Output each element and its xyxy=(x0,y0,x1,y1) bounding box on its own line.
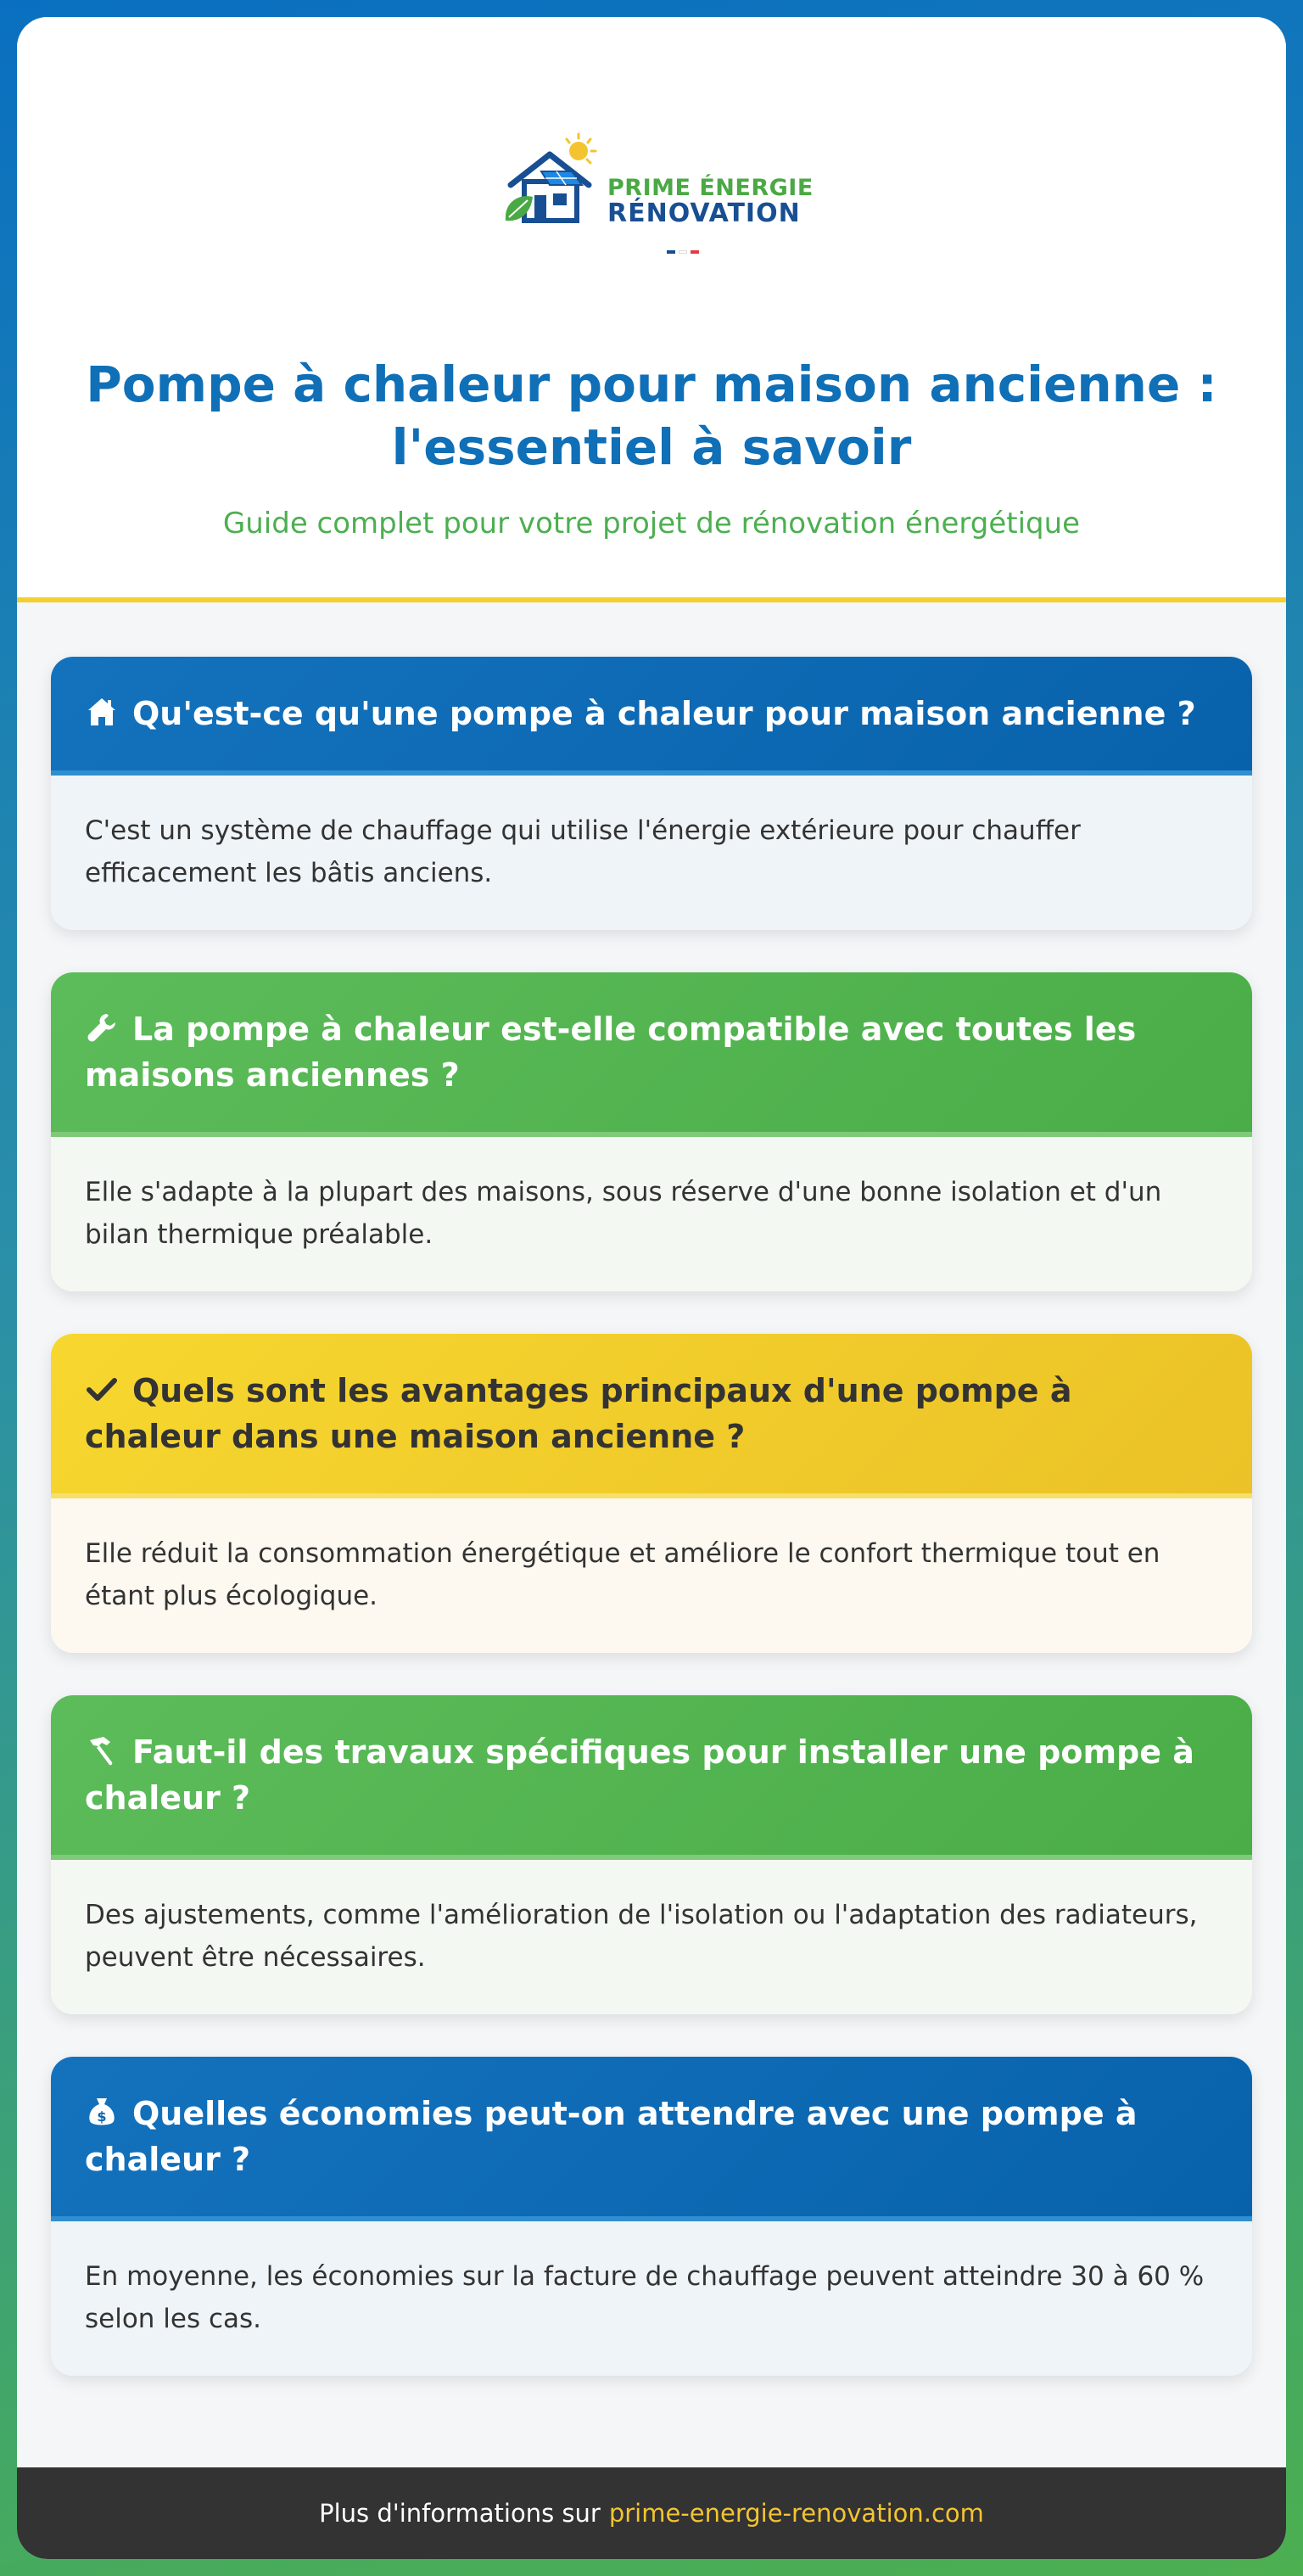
faq-question: La pompe à chaleur est-elle compatible avec toutes les maisons anciennes ? xyxy=(85,1011,1137,1094)
faq-question: Faut-il des travaux spécifiques pour installer une pompe à chaleur ? xyxy=(85,1733,1194,1817)
brand-logo[interactable] xyxy=(501,127,823,255)
faq-question-header[interactable] xyxy=(51,1334,1252,1498)
logo-line-1: PRIME ÉNERGIE xyxy=(607,175,814,201)
faq-question: Quelles économies peut-on attendre avec une pompe à chaleur ? xyxy=(85,2095,1138,2178)
footer-website-link[interactable]: prime-energie-renovation.com xyxy=(608,2499,984,2528)
money-bag-icon xyxy=(85,2095,119,2129)
footer-text: Plus d'informations sur xyxy=(319,2499,601,2528)
faq-question-header[interactable] xyxy=(51,972,1252,1137)
house-icon xyxy=(85,695,119,729)
faq-item-4 xyxy=(51,1695,1252,2014)
faq-answer: Elle s'adapte à la plupart des maisons, sous réserve d'une bonne isolation et d'un bilan thermique préalable. xyxy=(51,1137,1252,1291)
faq-answer: C'est un système de chauffage qui utilise l'énergie extérieure pour chauffer efficacement les bâtis anciens. xyxy=(51,776,1252,930)
hammer-icon xyxy=(85,1733,119,1767)
faq-question: Qu'est-ce qu'une pompe à chaleur pour maison ancienne ? xyxy=(132,695,1196,732)
french-flag-mark xyxy=(667,241,704,244)
logo-line-2: RÉNOVATION xyxy=(607,199,801,229)
header xyxy=(17,17,1286,585)
footer xyxy=(17,2467,1286,2559)
faq-item-3 xyxy=(51,1334,1252,1653)
logo-house-sun-icon xyxy=(501,127,611,238)
faq-question: Quels sont les avantages principaux d'une pompe à chaleur dans une maison ancienne ? xyxy=(85,1372,1072,1455)
wrench-icon xyxy=(85,1011,119,1044)
faq-item-2 xyxy=(51,972,1252,1291)
checkmark-icon xyxy=(85,1372,119,1406)
faq-item-1 xyxy=(51,657,1252,930)
faq-question-header[interactable] xyxy=(51,657,1252,776)
page-title: Pompe à chaleur pour maison ancienne : l'essentiel à savoir xyxy=(86,356,1217,476)
faq-answer: Elle réduit la consommation énergétique et améliore le confort thermique tout en étant plus écologique. xyxy=(51,1498,1252,1653)
faq-answer: En moyenne, les économies sur la facture de chauffage peuvent atteindre 30 à 60 % selon les cas. xyxy=(51,2221,1252,2376)
page-card xyxy=(17,17,1286,2559)
faq-section xyxy=(17,602,1286,2467)
page-subtitle: Guide complet pour votre projet de rénovation énergétique xyxy=(222,507,1081,540)
faq-question-header[interactable] xyxy=(51,1695,1252,1860)
faq-answer: Des ajustements, comme l'amélioration de l'isolation ou l'adaptation des radiateurs, peuvent être nécessaires. xyxy=(51,1860,1252,2014)
faq-item-5 xyxy=(51,2057,1252,2376)
faq-question-header[interactable] xyxy=(51,2057,1252,2221)
svg-text:$: $ xyxy=(97,2108,107,2125)
